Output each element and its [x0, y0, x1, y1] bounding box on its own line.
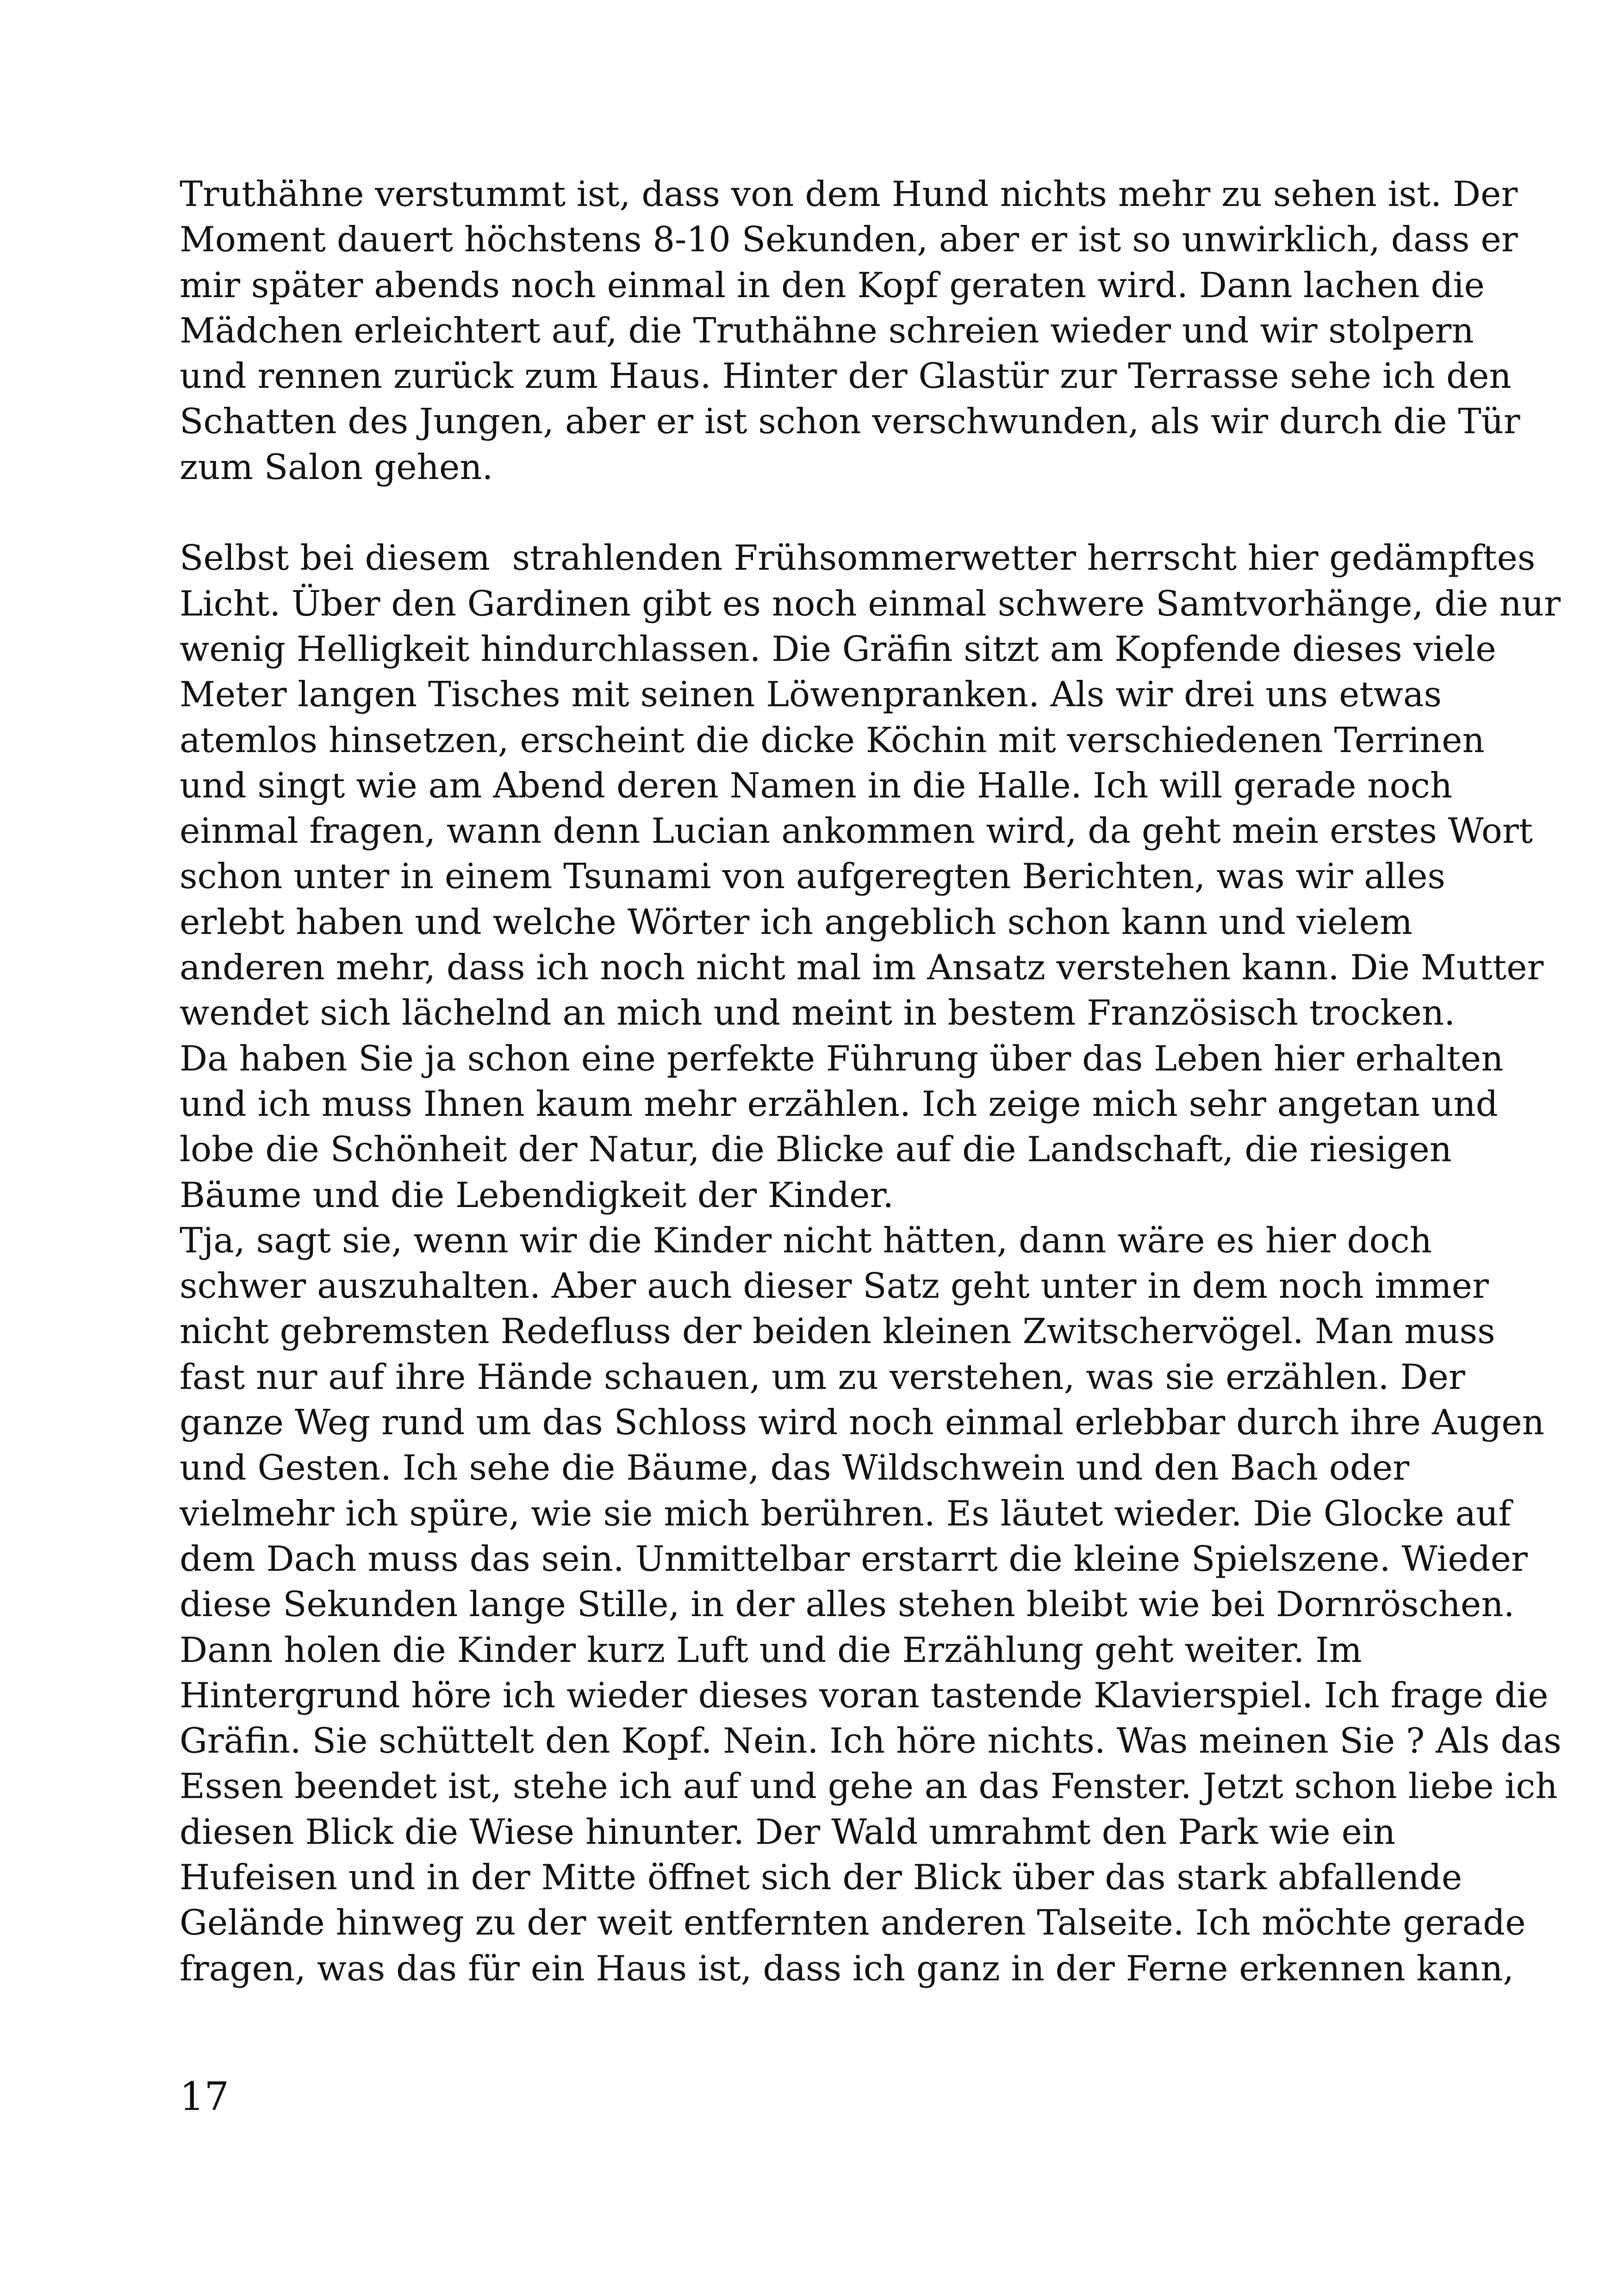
- text-line: fragen, was das für ein Haus ist, dass ich ganz in der Ferne erkennen kann,: [180, 1948, 1514, 1989]
- text-line: Tja, sagt sie, wenn wir die Kinder nicht hätten, dann wäre es hier doch: [180, 1220, 1432, 1261]
- text-line: diesen Blick die Wiese hinunter. Der Wald umrahmt den Park wie ein: [180, 1811, 1396, 1852]
- text-line: Schatten des Jungen, aber er ist schon verschwunden, als wir durch die Tür: [180, 401, 1520, 442]
- text-line: zum Salon gehen.: [180, 446, 493, 487]
- text-line: Meter langen Tisches mit seinen Löwenpranken. Als wir drei uns etwas: [180, 674, 1442, 715]
- body-text: [180, 171, 1562, 1991]
- text-line: Selbst bei diesem strahlenden Frühsommerwetter herrscht hier gedämpftes: [180, 537, 1536, 579]
- text-line: erlebt haben und welche Wörter ich angeblich schon kann und vielem: [180, 901, 1413, 942]
- text-line: Bäume und die Lebendigkeit der Kinder.: [180, 1174, 894, 1215]
- text-line: Hufeisen und in der Mitte öffnet sich der Blick über das stark abfallende: [180, 1856, 1462, 1898]
- text-line: einmal fragen, wann denn Lucian ankommen wird, da geht mein erstes Wort: [180, 810, 1533, 852]
- text-line: und ich muss Ihnen kaum mehr erzählen. Ich zeige mich sehr angetan und: [180, 1083, 1498, 1124]
- page-number: 17: [180, 2074, 229, 2119]
- text-line: Truthähne verstummt ist, dass von dem Hund nichts mehr zu sehen ist. Der: [180, 174, 1518, 214]
- text-line: Licht. Über den Gardinen gibt es noch einmal schwere Samtvorhänge, die nur: [180, 583, 1561, 624]
- paragraph-2: [180, 535, 1562, 1991]
- text-line: fast nur auf ihre Hände schauen, um zu verstehen, was sie erzählen. Der: [180, 1356, 1465, 1397]
- text-line: Gelände hinweg zu der weit entfernten anderen Talseite. Ich möchte gerade: [180, 1902, 1526, 1943]
- text-line: anderen mehr, dass ich noch nicht mal im Ansatz verstehen kann. Die Mutter: [180, 947, 1544, 988]
- text-line: Moment dauert höchstens 8-10 Sekunden, aber er ist so unwirklich, dass er: [180, 219, 1518, 260]
- text-line: und singt wie am Abend deren Namen in die Halle. Ich will gerade noch: [180, 765, 1453, 806]
- text-line: Hintergrund höre ich wieder dieses voran tastende Klavierspiel. Ich frage die: [180, 1674, 1549, 1716]
- text-line: Da haben Sie ja schon eine perfekte Führung über das Leben hier erhalten: [180, 1038, 1504, 1079]
- text-line: nicht gebremsten Redefluss der beiden kleinen Zwitschervögel. Man muss: [180, 1311, 1495, 1352]
- text-line: schon unter in einem Tsunami von aufgeregten Berichten, was wir alles: [180, 856, 1445, 897]
- text-line: Mädchen erleichtert auf, die Truthähne schreien wieder und wir stolpern: [180, 310, 1474, 351]
- text-line: atemlos hinsetzen, erscheint die dicke Köchin mit verschiedenen Terrinen: [180, 719, 1485, 760]
- text-line: mir später abends noch einmal in den Kopf geraten wird. Dann lachen die: [180, 264, 1485, 305]
- text-line: Dann holen die Kinder kurz Luft und die Erzählung geht weiter. Im: [180, 1629, 1362, 1670]
- text-line: lobe die Schönheit der Natur, die Blicke auf die Landschaft, die riesigen: [180, 1129, 1452, 1170]
- text-line: ganze Weg rund um das Schloss wird noch einmal erlebbar durch ihre Augen: [180, 1402, 1544, 1443]
- paragraph-gap: [180, 490, 1457, 535]
- text-line: Gräfin. Sie schüttelt den Kopf. Nein. Ich höre nichts. Was meinen Sie ? Als das: [180, 1720, 1562, 1761]
- text-line: wenig Helligkeit hindurchlassen. Die Gräfin sitzt am Kopfende dieses viele: [180, 628, 1496, 669]
- text-line: wendet sich lächelnd an mich und meint in bestem Französisch trocken.: [180, 992, 1456, 1033]
- paragraph-1: [180, 171, 1520, 490]
- text-line: und rennen zurück zum Haus. Hinter der Glastür zur Terrasse sehe ich den: [180, 355, 1512, 397]
- text-line: diese Sekunden lange Stille, in der alles stehen bleibt wie bei Dornröschen.: [180, 1584, 1515, 1625]
- text-line: schwer auszuhalten. Aber auch dieser Satz geht unter in dem noch immer: [180, 1265, 1489, 1307]
- text-line: dem Dach muss das sein. Unmittelbar erstarrt die kleine Spielszene. Wieder: [180, 1538, 1528, 1579]
- text-line: vielmehr ich spüre, wie sie mich berühren. Es läutet wieder. Die Glocke auf: [180, 1493, 1512, 1534]
- text-line: und Gesten. Ich sehe die Bäume, das Wildschwein und den Bach oder: [180, 1447, 1410, 1488]
- text-line: Essen beendet ist, stehe ich auf und gehe an das Fenster. Jetzt schon liebe ich: [180, 1766, 1558, 1807]
